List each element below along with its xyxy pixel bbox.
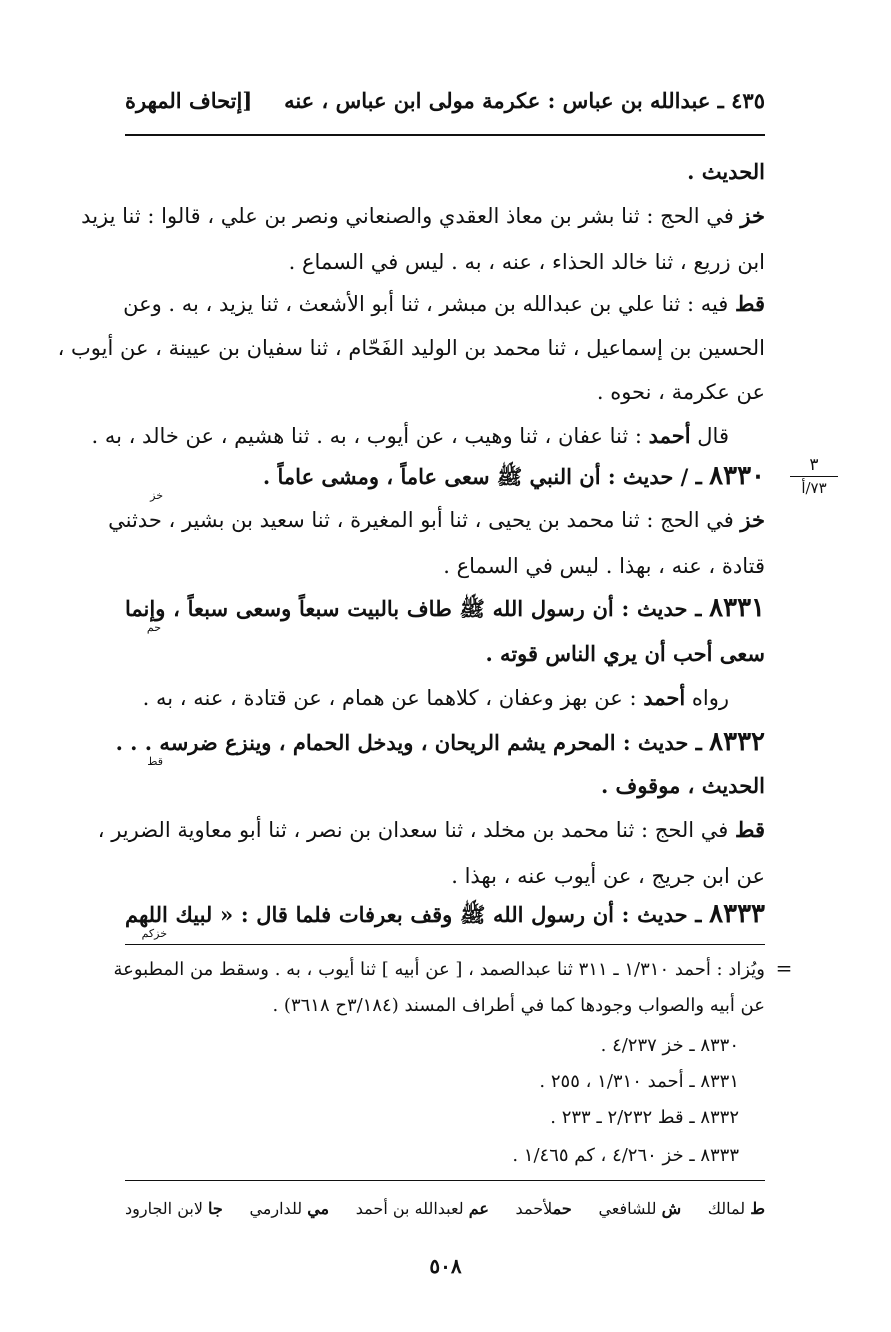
body-line-2: خز في الحج : ثنا بشر بن معاذ العقدي والصنعاني ونصر بن علي ، قالوا : ثنا يزيد [81,203,765,228]
body-line-9: خز في الحج : ثنا محمد بن يحيى ، ثنا أبو المغيرة ، ثنا سعيد بن بشير ، حدثني [108,507,765,532]
body-line-6: عن عكرمة ، نحوه . [596,380,765,404]
hadith-8333-source-code: خزكم [141,927,167,940]
header-book-title: [إتحاف المهرة [125,88,253,113]
body-line-17: عن ابن جريج ، عن أيوب عنه ، بهذا . [451,864,765,888]
body-line-1: الحديث . [687,159,765,184]
header-chapter-title: ٤٣٥ ـ عبدالله بن عباس : عكرمة مولى ابن عباس ، عنه [284,88,765,113]
abbr-item: ش للشافعي [598,1199,682,1218]
hadith-8331: ٨٣٣١ ـ حديث : أن رسول الله ﷺ طاف بالبيت سبعاً وسعى سبعاً ، وإنما [125,593,765,623]
body-line-13: رواه أحمد : عن بهز وعفان ، كلاهما عن همام ، عن قتادة ، عنه ، به . [142,685,729,710]
abbr-item: عم لعبدالله بن أحمد [355,1199,489,1218]
abbr-item: حملأحمد [515,1199,572,1218]
hadith-number: ٨٣٣٣ [709,899,765,929]
body-line-10: قتادة ، عنه ، بهذا . ليس في السماع . [443,554,765,578]
body-line-15: الحديث ، موقوف . [600,773,765,798]
footnote-line-4: ٨٣٣١ ـ أحمد ١/٣١٠ ، ٢٥٥ . [539,1071,739,1092]
footnote-line-6: ٨٣٣٣ ـ خز ٤/٢٦٠ ، كم ١/٤٦٥ . [512,1145,739,1166]
body-line-4: قط فيه : ثنا علي بن عبدالله بن مبشر ، ثنا أبو الأشعث ، ثنا يزيد ، به . وعن [123,291,765,316]
abbreviation-rule [125,1180,765,1181]
source-code: خز [740,203,765,228]
source-code: خز [740,507,765,532]
abbr-item: ط لمالك [707,1199,765,1218]
footnote-line-3: ٨٣٣٠ ـ خز ٤/٢٣٧ . [600,1035,739,1056]
footnote-line-5: ٨٣٣٢ ـ قط ٢/٢٣٢ ـ ٢٣٣ . [550,1107,739,1128]
hadith-number: ٨٣٣٠ [709,461,765,491]
abbreviation-key [125,1198,765,1220]
abbr-item: جا لابن الجارود [125,1199,223,1218]
source-code: قط [735,817,765,842]
hadith-8331-source-code: حم [146,621,161,634]
body-line-12: سعى أحب أن يري الناس قوته . [485,641,765,666]
hadith-8332-source-code: قط [147,755,163,768]
source-code: قط [735,291,765,316]
continuation-mark: = [775,956,793,980]
footnote-rule [125,944,765,945]
hadith-8330: ٨٣٣٠ ـ / حديث : أن النبي ﷺ سعى عاماً ، ومشى عاماً . [262,461,765,491]
margin-volume-ref: ٣ ٧٣/أ [790,454,838,499]
body-line-16: قط في الحج : ثنا محمد بن مخلد ، ثنا سعدان بن نصر ، ثنا أبو معاوية الضرير ، [97,817,765,842]
body-line-3: ابن زريع ، ثنا خالد الحذاء ، عنه ، به . ليس في السماع . [288,250,765,274]
hadith-number: ٨٣٣٢ [709,727,765,757]
hadith-number: ٨٣٣١ [709,593,765,623]
page-number: ٥٠٨ [429,1254,462,1278]
body-line-7: قال أحمد : ثنا عفان ، ثنا وهيب ، عن أيوب ، به . ثنا هشيم ، عن خالد ، به . [91,423,729,448]
footnote-line-2: عن أبيه والصواب وجودها كما في أطراف المسند (٣/١٨٤ح ٣٦١٨) . [272,995,765,1016]
footnote-line-1: ويُزاد : أحمد ١/٣١٠ ـ ٣١١ ثنا عبدالصمد ، [ عن أبيه ] ثنا أيوب ، به . وسقط من المطبوعة [113,959,765,980]
hadith-8332: ٨٣٣٢ ـ حديث : المحرم يشم الريحان ، ويدخل الحمام ، وينزع ضرسه . . . [115,727,765,757]
body-line-5: الحسين بن إسماعيل ، ثنا محمد بن الوليد الفَحّام ، ثنا سفيان بن عيينة ، عن أيوب ، [57,336,765,360]
hadith-8330-source-code: خز [150,489,163,502]
running-header [125,88,765,120]
abbr-item: مي للدارمي [249,1199,330,1218]
hadith-8333: ٨٣٣٣ ـ حديث : أن رسول الله ﷺ وقف بعرفات فلما قال : « لبيك اللهم [125,899,765,929]
header-rule [125,134,765,136]
